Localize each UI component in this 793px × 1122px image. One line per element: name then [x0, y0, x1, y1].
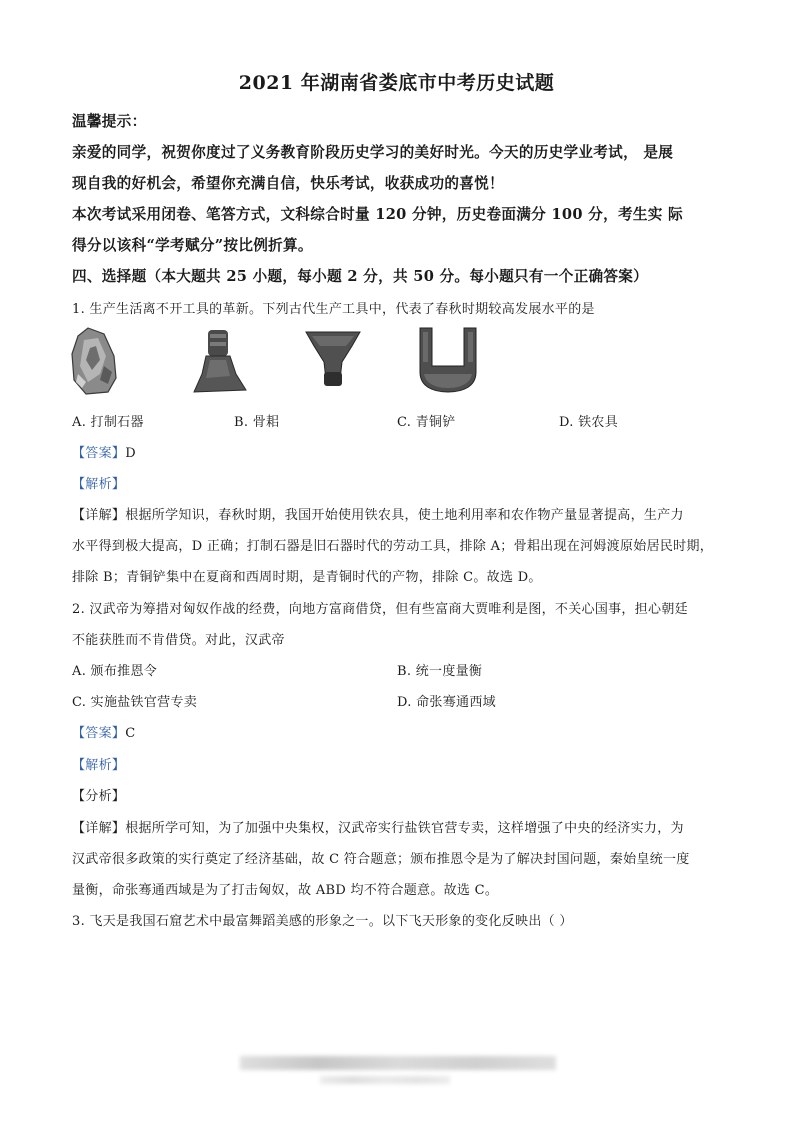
detail-line: [72, 817, 684, 836]
notice-line: 得分以该科“学考赋分”按比例折算。: [72, 237, 313, 254]
page-title: 2021 年湖南省娄底市中考历史试题: [238, 72, 555, 94]
bronze-shovel-image: [302, 328, 364, 390]
iron-tool-image: [414, 326, 482, 394]
question-stem: 不能获胜而不肯借贷。对此，汉武帝: [72, 633, 285, 648]
detail-text: 根据所学可知，为了加强中央集权，汉武帝实行盐铁官营专卖，这样增强了中央的经济实力，为: [125, 821, 684, 836]
detail-line: 量衡，命张骞通西域是为了打击匈奴，故 ABD 均不符合题意。故选 C。: [72, 883, 499, 898]
option-b: B. 骨耜: [234, 415, 280, 430]
detail-tag: 【详解】: [72, 821, 126, 836]
answer-value: D: [125, 446, 136, 461]
option-b: B. 统一度量衡: [397, 664, 483, 679]
question-stem: 3. 飞天是我国石窟艺术中最富舞蹈美感的形象之一。以下飞天形象的变化反映出（ ）: [72, 914, 573, 929]
detail-text: 根据所学知识，春秋时期，我国开始使用铁农具，使土地利用率和农作物产量显著提高，生产力: [125, 508, 684, 523]
option-d: D. 命张骞通西域: [397, 695, 496, 710]
answer-value: C: [125, 726, 136, 741]
option-c: C. 青铜铲: [397, 415, 456, 430]
analysis-tag: 【解析】: [72, 477, 126, 492]
option-a: A. 颁布推恩令: [72, 664, 158, 679]
footer-watermark: [320, 1076, 450, 1084]
notice-heading: 温馨提示：: [72, 113, 147, 130]
notice-line: 本次考试采用闭卷、笔答方式，文科综合时量 120 分钟，历史卷面满分 100 分，考生实 际: [72, 206, 683, 223]
footer-watermark: [240, 1056, 556, 1070]
answer-line: [72, 722, 135, 741]
analysis-tag: 【解析】: [72, 758, 126, 773]
detail-tag: 【详解】: [72, 508, 126, 523]
question-stem: 1. 生产生活离不开工具的革新。下列古代生产工具中，代表了春秋时期较高发展水平的是: [72, 302, 595, 317]
detail-line: [72, 504, 684, 523]
answer-tag: 【答案】: [72, 446, 126, 461]
detail-line: 汉武帝很多政策的实行奠定了经济基础，故 C 符合题意；颁布推恩令是为了解决封国问题，秦始皇统一度: [72, 852, 690, 867]
detail-line: 排除 B；青铜铲集中在夏商和西周时期，是青铜时代的产物，排除 C。故选 D。: [72, 570, 542, 585]
answer-tag: 【答案】: [72, 726, 126, 741]
section-heading: 四、选择题（本大题共 25 小题，每小题 2 分，共 50 分。每小题只有一个正确答案）: [72, 268, 649, 285]
option-d: D. 铁农具: [559, 415, 619, 430]
answer-line: [72, 442, 136, 461]
fenxi-tag: 【分析】: [72, 789, 126, 804]
detail-line: 水平得到极大提高，D 正确；打制石器是旧石器时代的劳动工具，排除 A；骨耜出现在河姆渡原始居民时期，: [72, 539, 714, 554]
question-stem: 2. 汉武帝为筹措对匈奴作战的经费，向地方富商借贷，但有些富商大贾唯利是图，不关心国事，担心朝廷: [72, 602, 688, 617]
option-a: A. 打制石器: [72, 415, 144, 430]
notice-line: 亲爱的同学，祝贺你度过了义务教育阶段历史学习的美好时光。今天的历史学业考试， 是展: [72, 144, 674, 161]
notice-line: 现自我的好机会，希望你充满自信，快乐考试，收获成功的喜悦！: [72, 175, 504, 192]
option-c: C. 实施盐铁官营专卖: [72, 695, 198, 710]
stone-tool-image: [70, 326, 120, 396]
bone-spade-image: [188, 326, 250, 396]
